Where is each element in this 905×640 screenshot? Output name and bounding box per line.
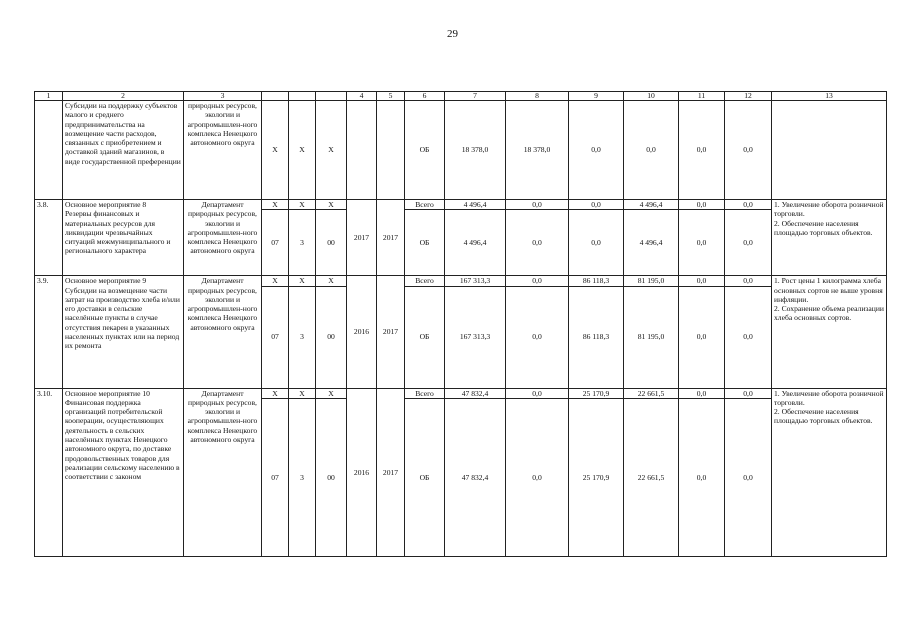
activity-title: Субсидии на поддержку субъектов малого и среднего предпринимательства на возмещение части расходов, связанных с приобретением и доставкой зданий магазинов, в виде государственной преференции xyxy=(63,101,184,200)
code-cell: 00 xyxy=(316,210,347,276)
year-start: 2017 xyxy=(347,200,377,276)
value-cell: 4 496,4 xyxy=(624,200,679,210)
value-cell: 0,0 xyxy=(725,210,772,276)
code-cell: X xyxy=(262,101,289,200)
year-end xyxy=(377,101,405,200)
value-cell: 18 378,0 xyxy=(445,101,506,200)
table-row xyxy=(35,200,887,210)
value-cell: 0,0 xyxy=(679,276,725,286)
value-cell: 0,0 xyxy=(569,200,624,210)
responsible-department: природных ресурсов, экологии и агропромышлен-ного комплекса Ненецкого автономного округа xyxy=(184,101,262,200)
header-cell: 6 xyxy=(405,92,445,101)
code-cell: 00 xyxy=(316,286,347,388)
value-cell: 47 832,4 xyxy=(445,388,506,398)
value-cell: 4 496,4 xyxy=(445,200,506,210)
header-cell: 11 xyxy=(679,92,725,101)
header-cell xyxy=(262,92,289,101)
value-cell: 0,0 xyxy=(679,200,725,210)
funding-source: Всего xyxy=(405,200,445,210)
header-cell: 2 xyxy=(63,92,184,101)
header-cell: 10 xyxy=(624,92,679,101)
value-cell: 81 195,0 xyxy=(624,286,679,388)
code-cell: 3 xyxy=(289,286,316,388)
page-number: 29 xyxy=(447,28,458,40)
row-number: 3.9. xyxy=(35,276,63,388)
header-cell: 4 xyxy=(347,92,377,101)
value-cell: 0,0 xyxy=(679,398,725,556)
expected-result: 1. Увеличение оборота розничной торговли. 2. Обеспечение населения площадью торговых объектов. xyxy=(772,388,887,556)
code-cell: X xyxy=(262,388,289,398)
row-number: 3.10. xyxy=(35,388,63,556)
header-cell: 13 xyxy=(772,92,887,101)
table-row xyxy=(35,101,887,200)
code-cell: X xyxy=(289,276,316,286)
code-cell: X xyxy=(289,388,316,398)
value-cell: 86 118,3 xyxy=(569,286,624,388)
funding-source: Всего xyxy=(405,276,445,286)
value-cell: 167 313,3 xyxy=(445,276,506,286)
value-cell: 0,0 xyxy=(725,286,772,388)
expected-result: 1. Увеличение оборота розничной торговли. 2. Обеспечение населения площадью торговых объектов. xyxy=(772,200,887,276)
value-cell: 81 195,0 xyxy=(624,276,679,286)
code-cell: X xyxy=(316,388,347,398)
value-cell: 47 832,4 xyxy=(445,398,506,556)
value-cell: 0,0 xyxy=(679,210,725,276)
value-cell: 0,0 xyxy=(506,210,569,276)
activity-title: Основное мероприятие 8 Резервы финансовых и материальных ресурсов для ликвидации чрезвычайных ситуаций межмуниципального и регионального характера xyxy=(63,200,184,276)
value-cell: 0,0 xyxy=(569,101,624,200)
expected-result xyxy=(772,101,887,200)
code-cell: 07 xyxy=(262,286,289,388)
header-cell xyxy=(289,92,316,101)
value-cell: 25 170,9 xyxy=(569,398,624,556)
value-cell: 4 496,4 xyxy=(624,210,679,276)
header-cell: 3 xyxy=(184,92,262,101)
code-cell: X xyxy=(316,101,347,200)
value-cell: 0,0 xyxy=(506,200,569,210)
year-start xyxy=(347,101,377,200)
table-row xyxy=(35,276,887,286)
year-start: 2016 xyxy=(347,388,377,556)
funding-source: Всего xyxy=(405,388,445,398)
code-cell: 07 xyxy=(262,398,289,556)
header-cell: 12 xyxy=(725,92,772,101)
expected-result: 1. Рост цены 1 килограмма хлеба основных сортов не выше уровня инфляции. 2. Сохранение объема реализации хлеба основных сортов. xyxy=(772,276,887,388)
funding-source: ОБ xyxy=(405,286,445,388)
value-cell: 25 170,9 xyxy=(569,388,624,398)
funding-source: ОБ xyxy=(405,398,445,556)
table-row xyxy=(35,388,887,398)
responsible-department: Департамент природных ресурсов, экологии и агропромышлен-ного комплекса Ненецкого автономного округа xyxy=(184,388,262,556)
value-cell: 0,0 xyxy=(506,276,569,286)
value-cell: 0,0 xyxy=(725,388,772,398)
code-cell: X xyxy=(262,200,289,210)
year-end: 2017 xyxy=(377,200,405,276)
year-end: 2017 xyxy=(377,276,405,388)
header-cell: 9 xyxy=(569,92,624,101)
responsible-department: Департамент природных ресурсов, экологии и агропромышлен-ного комплекса Ненецкого автономного округа xyxy=(184,276,262,388)
header-cell: 5 xyxy=(377,92,405,101)
header-cell: 1 xyxy=(35,92,63,101)
responsible-department: Департамент природных ресурсов, экологии и агропромышлен-ного комплекса Ненецкого автономного округа xyxy=(184,200,262,276)
activity-title: Основное мероприятие 10 Финансовая поддержка организаций потребительской кооперации, осуществляющих деятельность в сельских населённых пунктах Ненецкого автономного округа, по доставке продовольственных товаров для реализации сельскому населению в соответствии с законом xyxy=(63,388,184,556)
value-cell: 0,0 xyxy=(679,388,725,398)
value-cell: 0,0 xyxy=(725,200,772,210)
value-cell: 0,0 xyxy=(679,101,725,200)
row-number: 3.8. xyxy=(35,200,63,276)
value-cell: 0,0 xyxy=(506,286,569,388)
value-cell: 0,0 xyxy=(725,398,772,556)
activity-title: Основное мероприятие 9 Субсидии на возмещение части затрат на производство хлеба и/или его доставки в сельские населённые пункты в случае отсутствия пекарен в указанных населенных пунктах или на период их ремонта xyxy=(63,276,184,388)
code-cell: X xyxy=(316,200,347,210)
value-cell: 0,0 xyxy=(725,276,772,286)
code-cell: 3 xyxy=(289,398,316,556)
value-cell: 22 661,5 xyxy=(624,398,679,556)
value-cell: 0,0 xyxy=(506,388,569,398)
value-cell: 86 118,3 xyxy=(569,276,624,286)
value-cell: 167 313,3 xyxy=(445,286,506,388)
value-cell: 0,0 xyxy=(725,101,772,200)
header-cell xyxy=(316,92,347,101)
code-cell: X xyxy=(262,276,289,286)
value-cell: 22 661,5 xyxy=(624,388,679,398)
code-cell: X xyxy=(316,276,347,286)
code-cell: 3 xyxy=(289,210,316,276)
code-cell: 07 xyxy=(262,210,289,276)
code-cell: 00 xyxy=(316,398,347,556)
value-cell: 0,0 xyxy=(569,210,624,276)
value-cell: 0,0 xyxy=(624,101,679,200)
year-start: 2016 xyxy=(347,276,377,388)
value-cell: 0,0 xyxy=(506,398,569,556)
year-end: 2017 xyxy=(377,388,405,556)
header-cell: 8 xyxy=(506,92,569,101)
program-activities-table xyxy=(34,91,887,557)
value-cell: 4 496,4 xyxy=(445,210,506,276)
row-number xyxy=(35,101,63,200)
header-cell: 7 xyxy=(445,92,506,101)
code-cell: X xyxy=(289,101,316,200)
value-cell: 0,0 xyxy=(679,286,725,388)
funding-source: ОБ xyxy=(405,210,445,276)
code-cell: X xyxy=(289,200,316,210)
funding-source: ОБ xyxy=(405,101,445,200)
column-number-row xyxy=(35,92,887,101)
value-cell: 18 378,0 xyxy=(506,101,569,200)
